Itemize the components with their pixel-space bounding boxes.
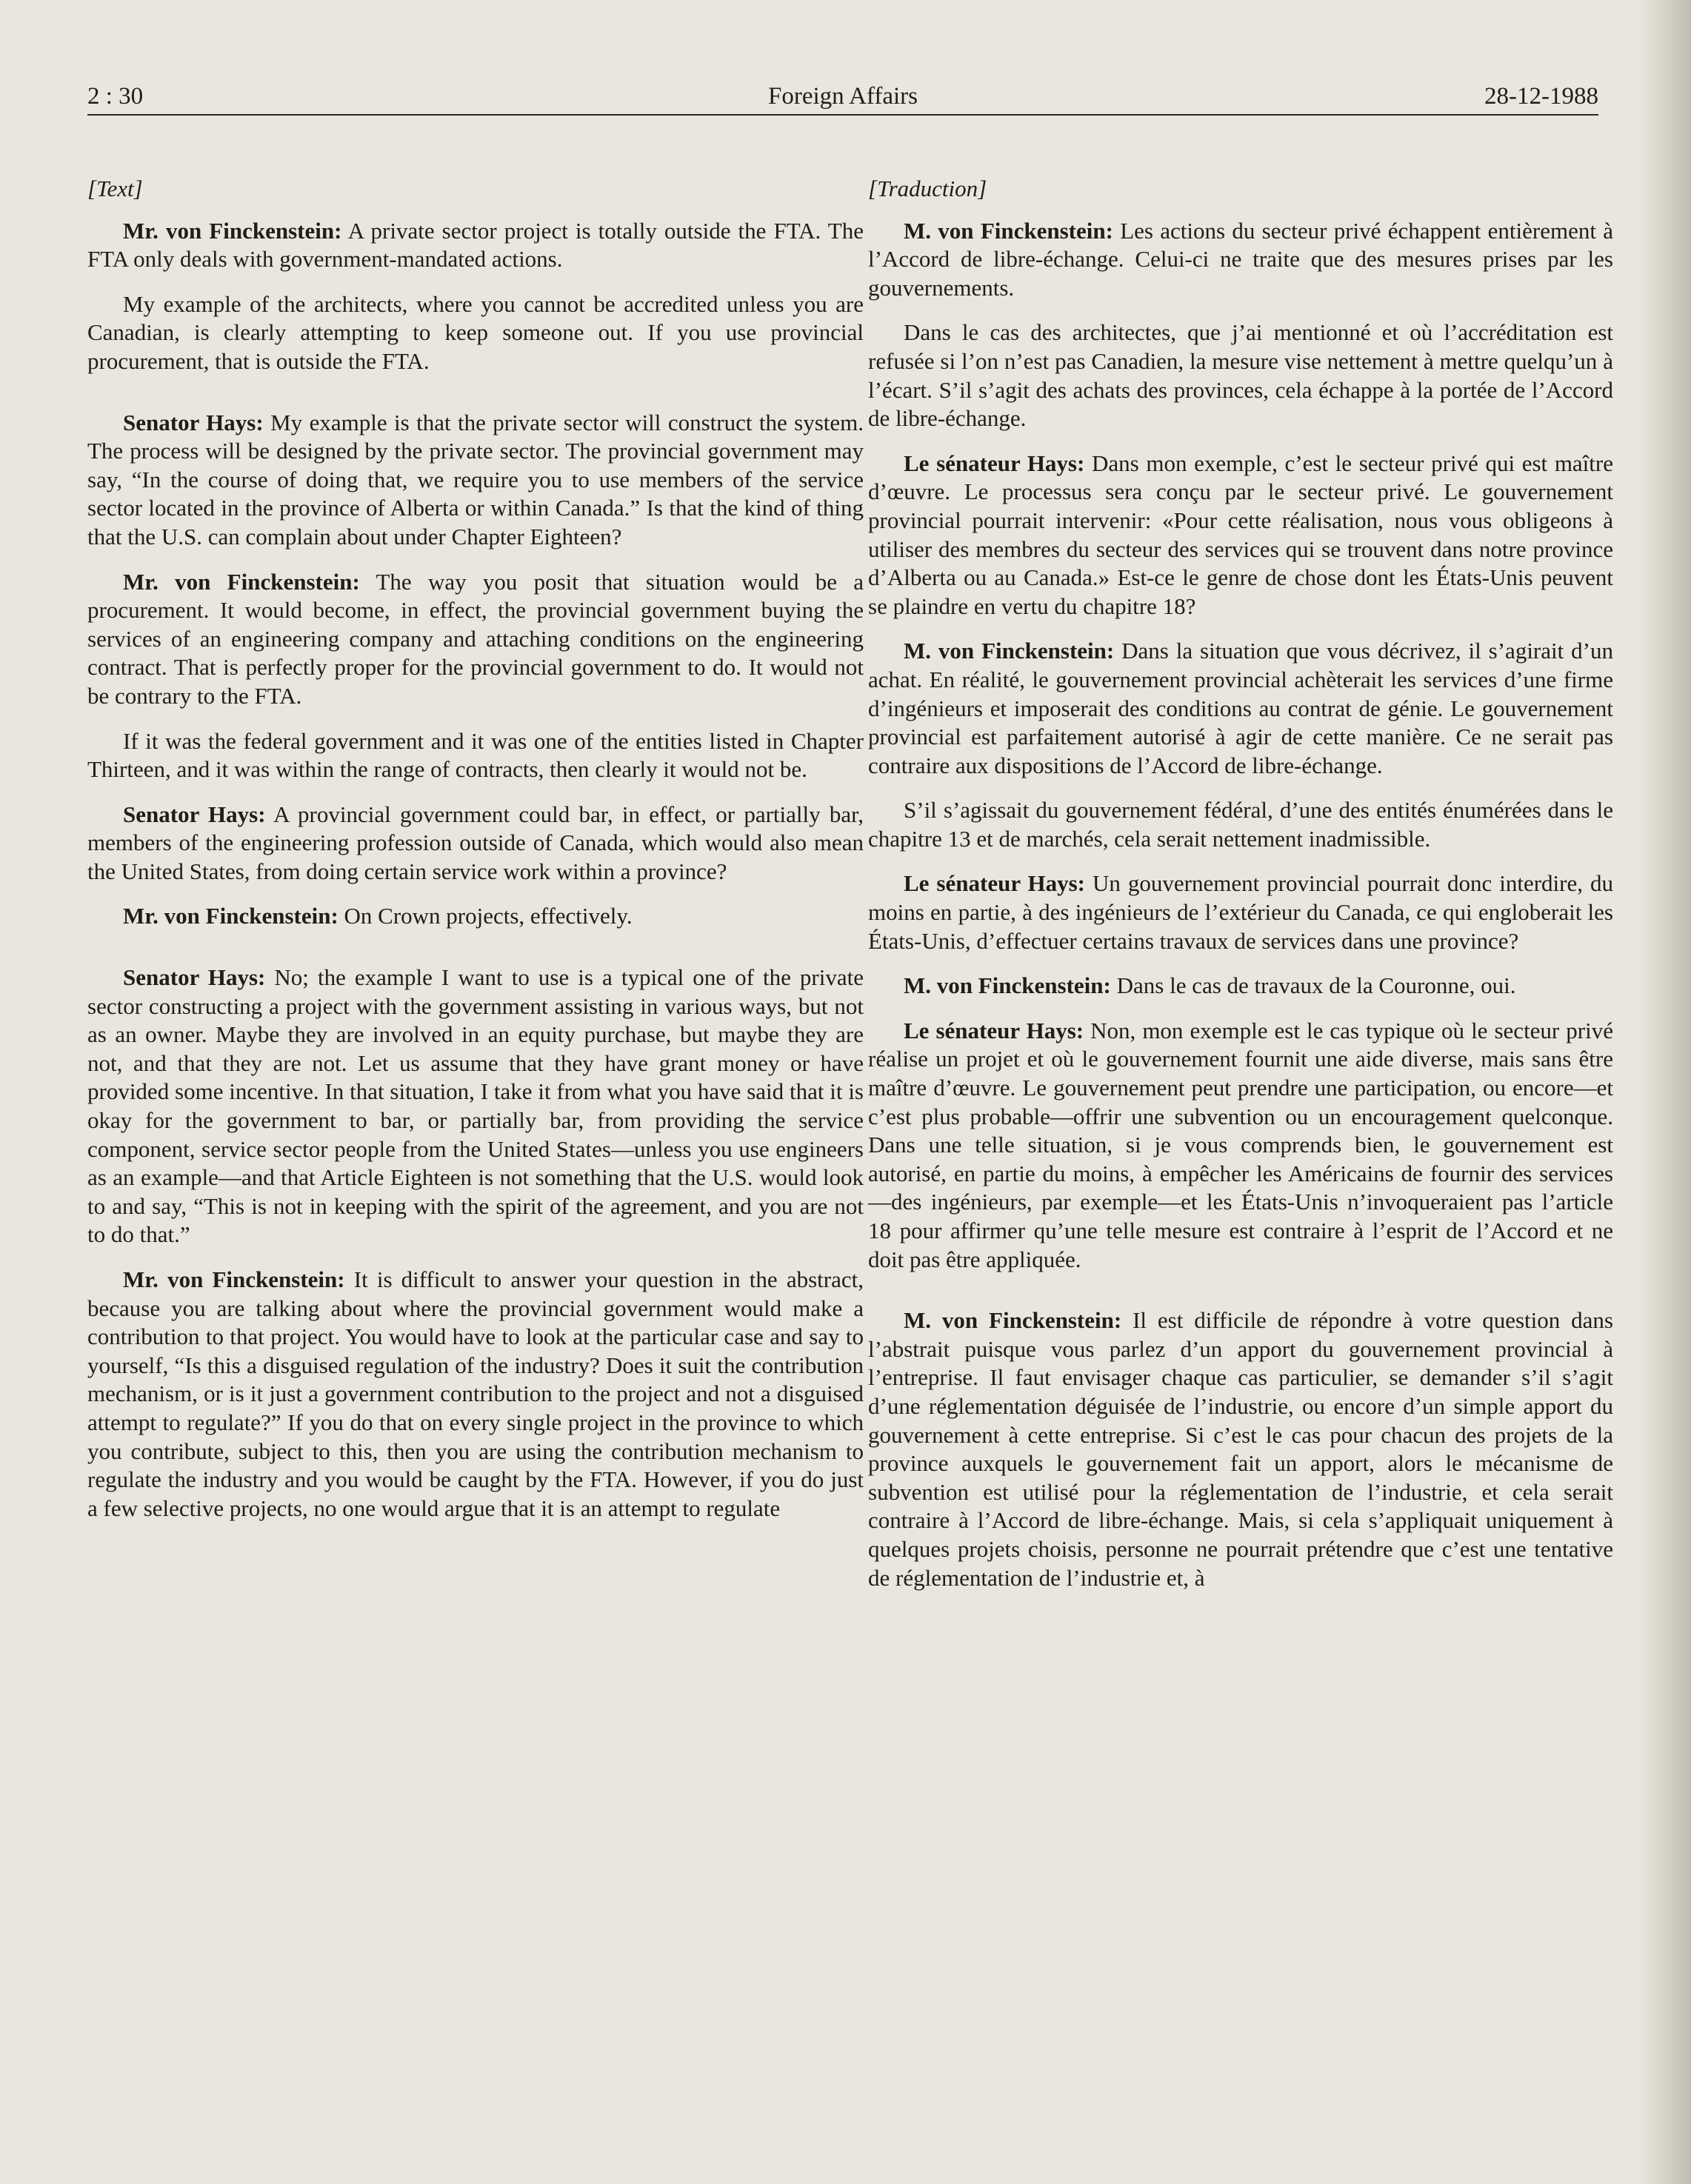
- page-number: 2 : 30: [87, 83, 144, 110]
- utterance: Dans la situation que vous décrivez, il s’agirait d’un achat. En réalité, le gouvernement provincial achèterait les services d’une firme d’ingénieurs et imposerait des conditions au contrat de génie. Le gouvernement provincial est parfaitement autorisé à agir de cette manière. Ce ne serait pas contraire aux dispositions de l’Accord de libre-échange.: [868, 638, 1613, 778]
- utterance: It is difficult to answer your question in the abstract, because you are talking about where the provincial government would make a contribution to that project. You would have to look at the particular case and say to yourself, “Is this a disguised regulation of the industry? Does it suit the contribution mechanism, or is it just a government contribution to the project and not a disguised attempt to regulate?” If you do that on every single project in the province to which you contribute, subject to this, then you are using the contribution mechanism to regulate the industry and you would be caught by the FTA. However, if you do just a few selective projects, no one would argue that it is an attempt to regulate: [87, 1266, 864, 1521]
- utterance: S’il s’agissait du gouvernement fédéral, d’une des entités énumérées dans le chapitre 13 et de marchés, cela serait nettement inadmissible.: [868, 797, 1613, 852]
- utterance: If it was the federal government and it was one of the entities listed in Chapter Thirteen, and it was within the range of contracts, then clearly it would not be.: [87, 727, 864, 783]
- utterance: Dans le cas des architectes, que j’ai mentionné et où l’accréditation est refusée si l’on n’est pas Canadien, la mesure vise nettement à mettre quelqu’un à l’écart. S’il s’agit des achats des provinces, cela échappe à la portée de l’Accord de libre-échange.: [868, 319, 1613, 432]
- header-date: 28-12-1988: [1484, 83, 1598, 110]
- page-header: [87, 80, 1598, 113]
- english-paragraph: [87, 902, 864, 931]
- french-paragraph: [868, 1306, 1613, 1592]
- english-paragraph: [87, 727, 864, 784]
- french-paragraph: [868, 972, 1613, 1001]
- utterance: Il est difficile de répondre à votre question dans l’abstrait puisque vous parlez d’un apport du gouvernement provincial à l’entreprise. Il faut envisager chaque cas particulier, se demander s’il s’agit d’une réglementation déguisée de l’industrie, ou encore d’un simple apport du gouvernement à cette entreprise. Si c’est le cas pour chacun des projets de la province auxquels le gouvernement fait un apport, alors le mécanisme de subvention est utilisé pour la réglementation de l’industrie, et cela serait contraire à l’Accord de libre-échange. Mais, si cela s’appliquait uniquement à quelques projets choisis, personne ne pourrait prétendre que c’est une tentative de réglementation de l’industrie et, à: [868, 1307, 1613, 1591]
- utterance: The way you posit that situation would be a procurement. It would become, in effect, the provincial government buying the services of an engineering company and attaching conditions on the engineering contract. That is perfectly proper for the provincial government to do. It would not be contrary to the FTA.: [87, 568, 864, 709]
- speaker: Mr. von Finckenstein:: [123, 1266, 345, 1292]
- speaker: Le sénateur Hays:: [904, 1017, 1084, 1043]
- english-paragraph: [87, 801, 864, 886]
- french-paragraph: [868, 869, 1613, 955]
- french-paragraph: [868, 637, 1613, 780]
- french-paragraph: [868, 217, 1613, 303]
- running-title: Foreign Affairs: [768, 83, 918, 110]
- french-paragraph: [868, 450, 1613, 621]
- english-paragraph: [87, 1266, 864, 1523]
- english-column: [87, 156, 864, 2140]
- speaker: Senator Hays:: [123, 801, 266, 827]
- utterance: A private sector project is totally outside the FTA. The FTA only deals with government-mandated actions.: [87, 217, 864, 273]
- english-paragraph: [87, 290, 864, 376]
- utterance: No; the example I want to use is a typical one of the private sector constructing a project with the government assisting in various ways, but not as an owner. Maybe they are involved in an equity purchase, but maybe they are not, and that they are not. Let us assume that they have grant money or have provided some incentive. In that situation, I take it from what you have said that it is okay for the government to bar, or partially bar, from providing the service component, service sector people from the United States—unless you use engineers as an example—and that Article Eighteen is not something that the U.S. would look to and say, “This is not in keeping with the spirit of the agreement, and you are not to do that.”: [87, 964, 864, 1248]
- utterance: My example is that the private sector will construct the system. The process will be designed by the private sector. The provincial government may say, “In the course of doing that, we require you to use members of the service sector located in the province of Alberta or within Canada.” Is that the kind of thing that the U.S. can complain about under Chapter Eighteen?: [87, 409, 864, 550]
- french-column: [868, 156, 1613, 2140]
- utterance: Les actions du secteur privé échappent entièrement à l’Accord de libre-échange. Celui-ci ne traite que des mesures prises par les gouvernements.: [868, 217, 1613, 301]
- utterance: Un gouvernement provincial pourrait donc interdire, du moins en partie, à des ingénieurs de l’extérieur du Canada, ce qui engloberait les États-Unis, d’effectuer certains travaux de services dans une province?: [868, 870, 1613, 954]
- utterance: Non, mon exemple est le cas typique où le secteur privé réalise un projet et où le gouvernement fournit une aide diverse, mais sans être maître d’œuvre. Le gouvernement peut prendre une participation, ou encore—et c’est plus probable—offrir une subvention ou un encouragement quelconque. Dans une telle situation, si je vous comprends bien, le gouvernement est autorisé, en partie du moins, à empêcher les Américains de fournir des services—des ingénieurs, par exemple—et les États-Unis n’invoqueraient pas l’article 18 pour affirmer qu’une telle mesure est contraire à l’esprit de l’Accord et ne doit pas être appliquée.: [868, 1017, 1613, 1272]
- english-paragraph: [87, 409, 864, 552]
- utterance: Dans mon exemple, c’est le secteur privé qui est maître d’œuvre. Le processus sera conçu par le secteur privé. Le gouvernement provincial pourrait intervenir: «Pour cette réalisation, nous vous obligeons à utiliser des membres du secteur des services qui se trouvent dans notre province d’Alberta ou au Canada.» Est-ce le genre de chose dont les États-Unis peuvent se plaindre en vertu du chapitre 18?: [868, 450, 1613, 619]
- french-paragraph: [868, 318, 1613, 433]
- english-label: [Text]: [87, 176, 143, 201]
- speaker: M. von Finckenstein:: [904, 638, 1115, 664]
- french-label: [Traduction]: [868, 176, 987, 201]
- speaker: Le sénateur Hays:: [904, 870, 1086, 897]
- utterance: A provincial government could bar, in effect, or partially bar, members of the engineering profession outside of Canada, which would also mean the United States, from doing certain service work within a province?: [87, 801, 864, 884]
- page-edge-shadow: [1639, 0, 1691, 2184]
- speaker: Senator Hays:: [123, 409, 264, 435]
- english-paragraph: [87, 964, 864, 1249]
- header-rule: [87, 114, 1598, 116]
- speaker: M. von Finckenstein:: [904, 1307, 1122, 1334]
- speaker: Mr. von Finckenstein:: [123, 903, 338, 929]
- speaker: Mr. von Finckenstein:: [123, 568, 360, 595]
- speaker: Le sénateur Hays:: [904, 450, 1085, 476]
- utterance: Dans le cas de travaux de la Couronne, oui.: [1110, 972, 1516, 999]
- utterance: My example of the architects, where you cannot be accredited unless you are Canadian, is clearly attempting to keep someone out. If you use provincial procurement, that is outside the FTA.: [87, 290, 864, 374]
- speaker: M. von Finckenstein:: [904, 217, 1113, 244]
- french-paragraph: [868, 1017, 1613, 1274]
- utterance: On Crown projects, effectively.: [338, 903, 633, 929]
- speaker: Mr. von Finckenstein:: [123, 217, 342, 244]
- french-paragraph: [868, 796, 1613, 853]
- speaker: M. von Finckenstein:: [904, 972, 1111, 999]
- english-paragraph: [87, 217, 864, 274]
- speaker: Senator Hays:: [123, 964, 266, 991]
- english-paragraph: [87, 568, 864, 711]
